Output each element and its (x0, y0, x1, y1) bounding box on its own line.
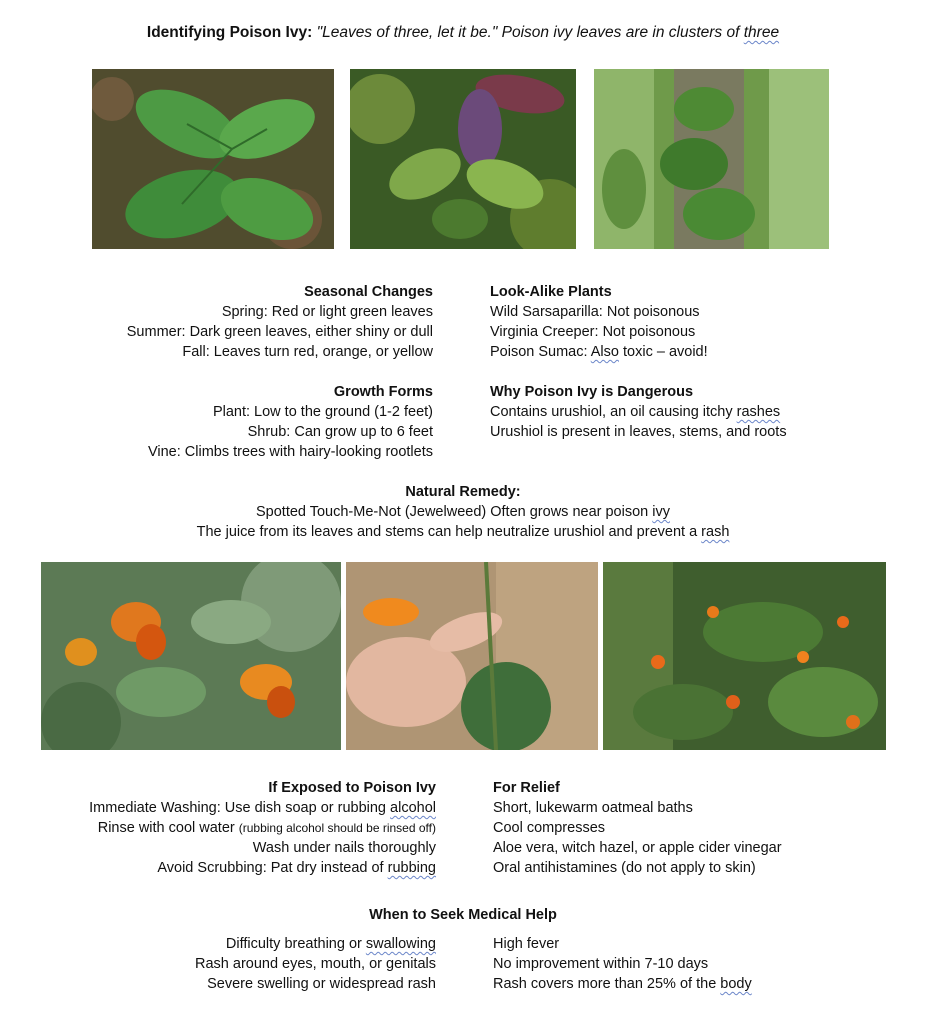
medical-left-swallowing: swallowing (365, 936, 436, 952)
danger-item-urushiol (490, 402, 780, 422)
medical-right-rash-covers (493, 974, 752, 994)
growth-heading: Growth Forms (333, 384, 433, 400)
medical-left-swelling: Severe swelling or widespread rash (207, 976, 436, 992)
growth-item-plant: Plant: Low to the ground (1-2 feet) (212, 404, 433, 420)
seasonal-heading: Seasonal Changes (304, 284, 433, 300)
exposed-item-rinse-text: Rinse with cool water (97, 820, 235, 836)
exposed-item-washing-text: Immediate Washing: Use dish soap or rubbing (89, 800, 387, 816)
exposed-item-washing (89, 798, 436, 818)
exposed-item-rubbing: rubbing (387, 860, 436, 876)
medical-heading: When to Seek Medical Help (369, 907, 557, 923)
title-italic: "Leaves of three, let it be." Poison ivy leaves are in clusters of (316, 24, 740, 41)
remedy-line-2-text: The juice from its leaves and stems can help neutralize urushiol and prevent a (196, 524, 698, 540)
danger-item-rashes: rashes (736, 404, 781, 420)
sumac-also: Also (590, 344, 619, 360)
danger-item-present: Urushiol is present in leaves, stems, and roots (490, 424, 787, 440)
relief-item-aloe: Aloe vera, witch hazel, or apple cider vinegar (493, 840, 782, 856)
remedy-heading: Natural Remedy: (405, 484, 521, 500)
medical-left-rash-eyes: Rash around eyes, mouth, or genitals (195, 956, 436, 972)
remedy-line-1 (0, 502, 926, 522)
poison-ivy-vine-photo (594, 69, 829, 249)
medical-right-fever: High fever (493, 936, 560, 952)
sumac-rest: toxic – avoid! (623, 344, 708, 360)
medical-right-rash-covers-text: Rash covers more than 25% of the (493, 976, 717, 992)
remedy-line-1-ivy: ivy (652, 504, 670, 520)
poison-ivy-leaves-photo (92, 69, 334, 249)
seasonal-item-summer: Summer: Dark green leaves, either shiny or dull (126, 324, 433, 340)
relief-item-compresses: Cool compresses (493, 820, 606, 836)
poison-ivy-red-leaves-photo (350, 69, 576, 249)
medical-left-breathing (226, 934, 436, 954)
remedy-line-1-text: Spotted Touch-Me-Not (Jewelweed) Often grows near poison (255, 504, 649, 520)
remedy-line-2 (0, 522, 926, 542)
jewelweed-flowers-photo (41, 562, 341, 750)
page-title (0, 23, 926, 43)
exposed-item-scrubbing (157, 858, 436, 878)
exposed-item-nails: Wash under nails thoroughly (252, 840, 436, 856)
lookalike-item-creeper: Virginia Creeper: Not poisonous (490, 324, 696, 340)
relief-item-antihistamines: Oral antihistamines (do not apply to skin) (493, 860, 756, 876)
exposed-item-alcohol: alcohol (390, 800, 436, 816)
title-italic-three: three (743, 24, 780, 41)
relief-item-oatmeal: Short, lukewarm oatmeal baths (493, 800, 693, 816)
growth-item-shrub: Shrub: Can grow up to 6 feet (247, 424, 433, 440)
jewelweed-hand-photo (346, 562, 598, 750)
title-bold: Identifying Poison Ivy: (146, 24, 313, 41)
seasonal-item-fall: Fall: Leaves turn red, orange, or yellow (182, 344, 433, 360)
exposed-item-scrubbing-text: Avoid Scrubbing: Pat dry instead of (157, 860, 384, 876)
growth-item-vine: Vine: Climbs trees with hairy-looking rootlets (147, 444, 433, 460)
exposed-item-rinse-note: (rubbing alcohol should be rinsed off) (238, 821, 436, 835)
jewelweed-plant-photo (603, 562, 886, 750)
danger-item-text: Contains urushiol, an oil causing itchy (490, 404, 733, 420)
danger-heading: Why Poison Ivy is Dangerous (490, 384, 694, 400)
lookalike-item-sarsaparilla: Wild Sarsaparilla: Not poisonous (490, 304, 700, 320)
exposed-item-rinse (98, 818, 436, 838)
sumac-label: Poison Sumac: (490, 344, 588, 360)
lookalike-heading: Look-Alike Plants (490, 284, 612, 300)
remedy-line-2-rash: rash (701, 524, 730, 540)
exposed-heading: If Exposed to Poison Ivy (268, 780, 436, 796)
seasonal-item-spring: Spring: Red or light green leaves (221, 304, 433, 320)
relief-heading: For Relief (493, 780, 560, 796)
medical-right-body: body (720, 976, 752, 992)
medical-right-no-improvement: No improvement within 7-10 days (493, 956, 709, 972)
medical-left-breathing-text: Difficulty breathing or (225, 936, 362, 952)
lookalike-item-sumac (490, 342, 708, 362)
